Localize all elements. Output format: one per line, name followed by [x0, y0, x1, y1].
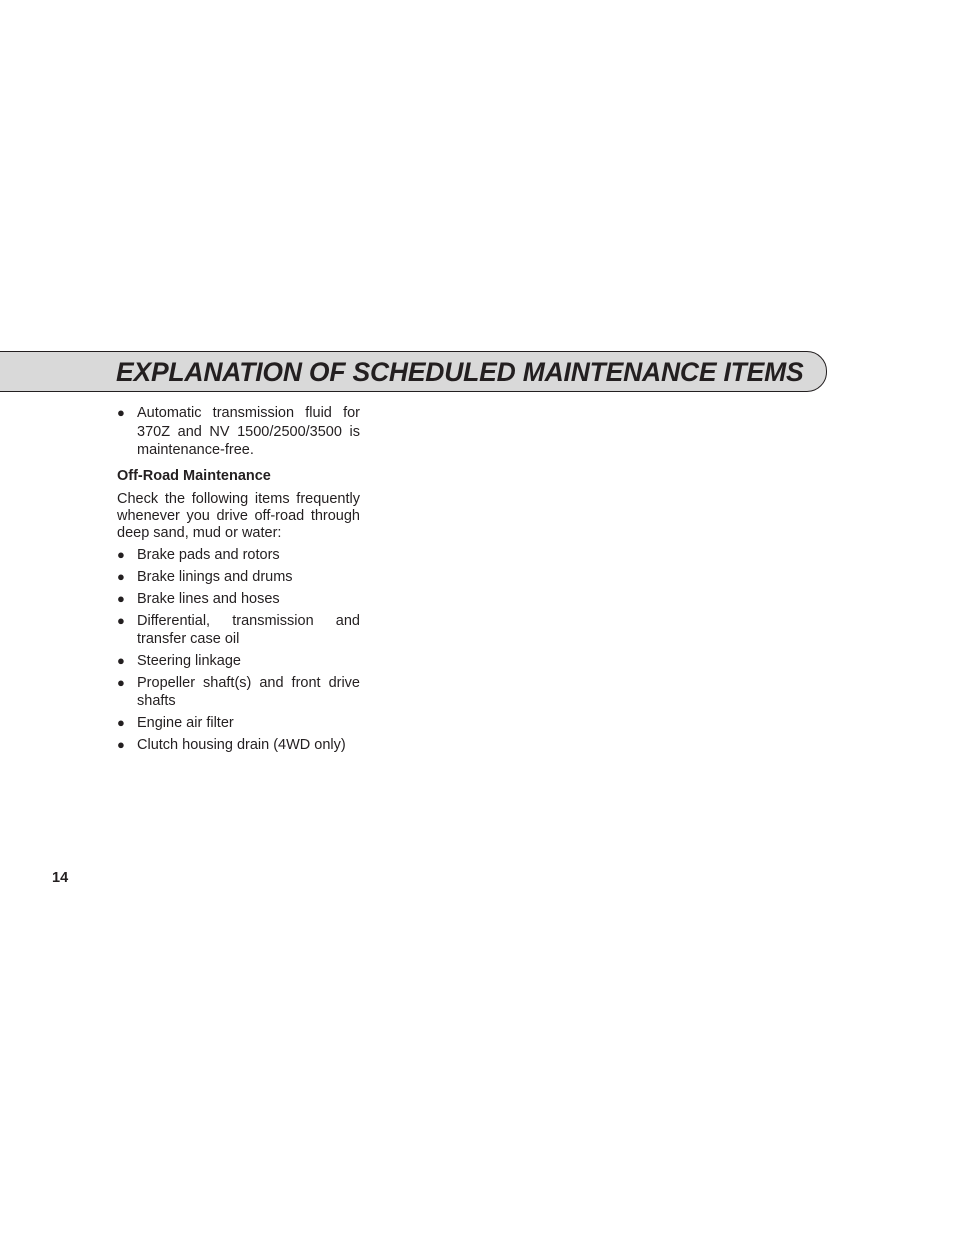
bullet-icon: ● — [117, 714, 125, 730]
list-item-text: Clutch housing drain (4WD only) — [137, 736, 346, 753]
list-item — [117, 590, 360, 608]
list-item — [117, 404, 360, 460]
bullet-icon: ● — [117, 652, 125, 668]
list-item — [117, 546, 360, 564]
section-title: EXPLANATION OF SCHEDULED MAINTENANCE ITEMS — [116, 357, 804, 387]
off-road-items-list — [117, 546, 360, 754]
list-item — [117, 612, 360, 648]
list-item — [117, 736, 360, 754]
list-item-text: Differential, transmission and transfer case oil — [137, 612, 360, 647]
list-item-text: Brake lines and hoses — [137, 590, 280, 607]
bullet-icon: ● — [117, 568, 125, 584]
bullet-icon: ● — [117, 546, 125, 562]
section-heading: Off-Road Maintenance — [117, 467, 271, 484]
list-item — [117, 652, 360, 670]
intro-bullet-list — [117, 404, 360, 460]
bullet-icon: ● — [117, 590, 125, 606]
list-item — [117, 568, 360, 586]
list-item-text: Engine air filter — [137, 714, 234, 731]
bullet-icon: ● — [117, 736, 125, 752]
list-item-text: Brake linings and drums — [137, 568, 293, 585]
list-item — [117, 714, 360, 732]
bullet-icon: ● — [117, 674, 125, 690]
list-item-text: Brake pads and rotors — [137, 546, 280, 563]
list-item-text: Propeller shaft(s) and front drive shafts — [137, 674, 360, 709]
list-item-text: Steering linkage — [137, 652, 241, 669]
list-item — [117, 674, 360, 710]
bullet-icon: ● — [117, 612, 125, 628]
list-item-text: Automatic transmission fluid for 370Z and NV 1500/2500/3500 is maintenance-free. — [137, 405, 360, 458]
page-content — [117, 404, 360, 758]
page-number: 14 — [52, 870, 69, 886]
bullet-icon: ● — [117, 405, 125, 420]
section-paragraph: Check the following items frequently whenever you drive off-road through deep sand, mud or water: — [117, 490, 360, 541]
